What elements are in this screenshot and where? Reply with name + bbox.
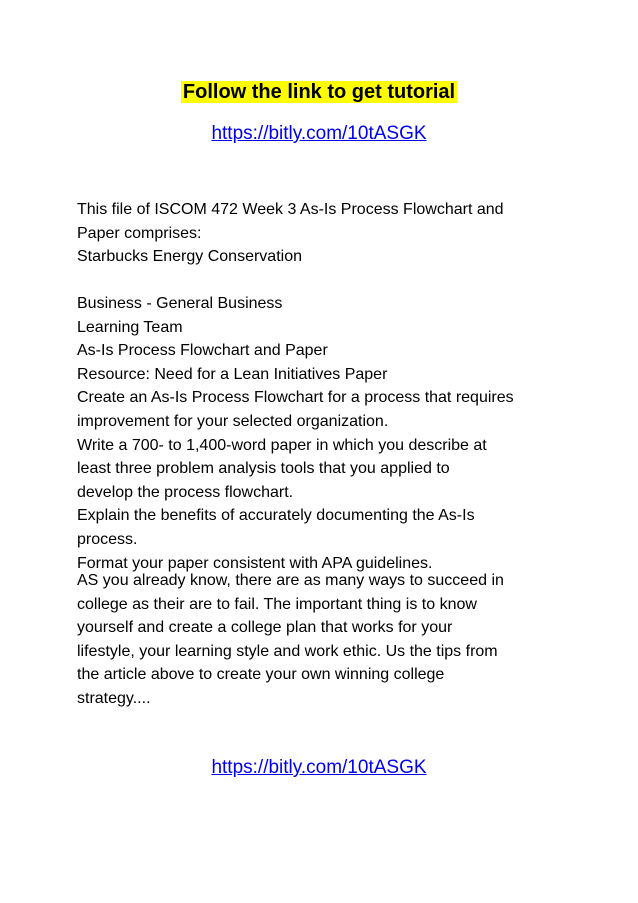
closing-line: the article above to create your own winning college: [77, 666, 445, 684]
tutorial-link-top[interactable]: https://bitly.com/10tASGK: [211, 123, 427, 144]
details-paragraph: [77, 292, 577, 575]
closing-line: AS you already know, there are as many ways to succeed in: [77, 572, 504, 589]
details-line: Write a 700- to 1,400-word paper in which you describe at: [77, 436, 487, 454]
details-line: Learning Team: [77, 318, 183, 336]
intro-paragraph: [77, 198, 577, 269]
closing-line: lifestyle, your learning style and work ethic. Us the tips from: [77, 642, 498, 660]
tutorial-heading: [0, 78, 638, 106]
closing-paragraph: [77, 569, 577, 711]
details-line: Resource: Need for a Lean Initiatives Paper: [77, 365, 388, 383]
details-line: process.: [77, 530, 138, 548]
details-line: As-Is Process Flowchart and Paper: [77, 342, 328, 360]
closing-line: yourself and create a college plan that works for your: [77, 619, 453, 637]
details-line: Explain the benefits of accurately documenting the As-Is: [77, 507, 475, 525]
intro-line: Starbucks Energy Conservation: [77, 248, 302, 266]
details-line: Format your paper consistent with APA guidelines.: [77, 554, 433, 572]
intro-line: This file of ISCOM 472 Week 3 As-Is Process Flowchart and: [77, 201, 504, 218]
intro-line: Paper comprises:: [77, 224, 202, 242]
details-line: Create an As-Is Process Flowchart for a process that requires: [77, 389, 514, 407]
details-line: develop the process flowchart.: [77, 483, 294, 501]
details-line: improvement for your selected organization.: [77, 412, 389, 430]
closing-line: strategy....: [77, 689, 151, 707]
details-line: Business - General Business: [77, 295, 283, 312]
details-line: least three problem analysis tools that you applied to: [77, 460, 450, 478]
tutorial-link-bottom[interactable]: https://bitly.com/10tASGK: [211, 757, 427, 778]
tutorial-heading-text: Follow the link to get tutorial: [182, 81, 456, 103]
closing-line: college as their are to fail. The important thing is to know: [77, 595, 477, 613]
